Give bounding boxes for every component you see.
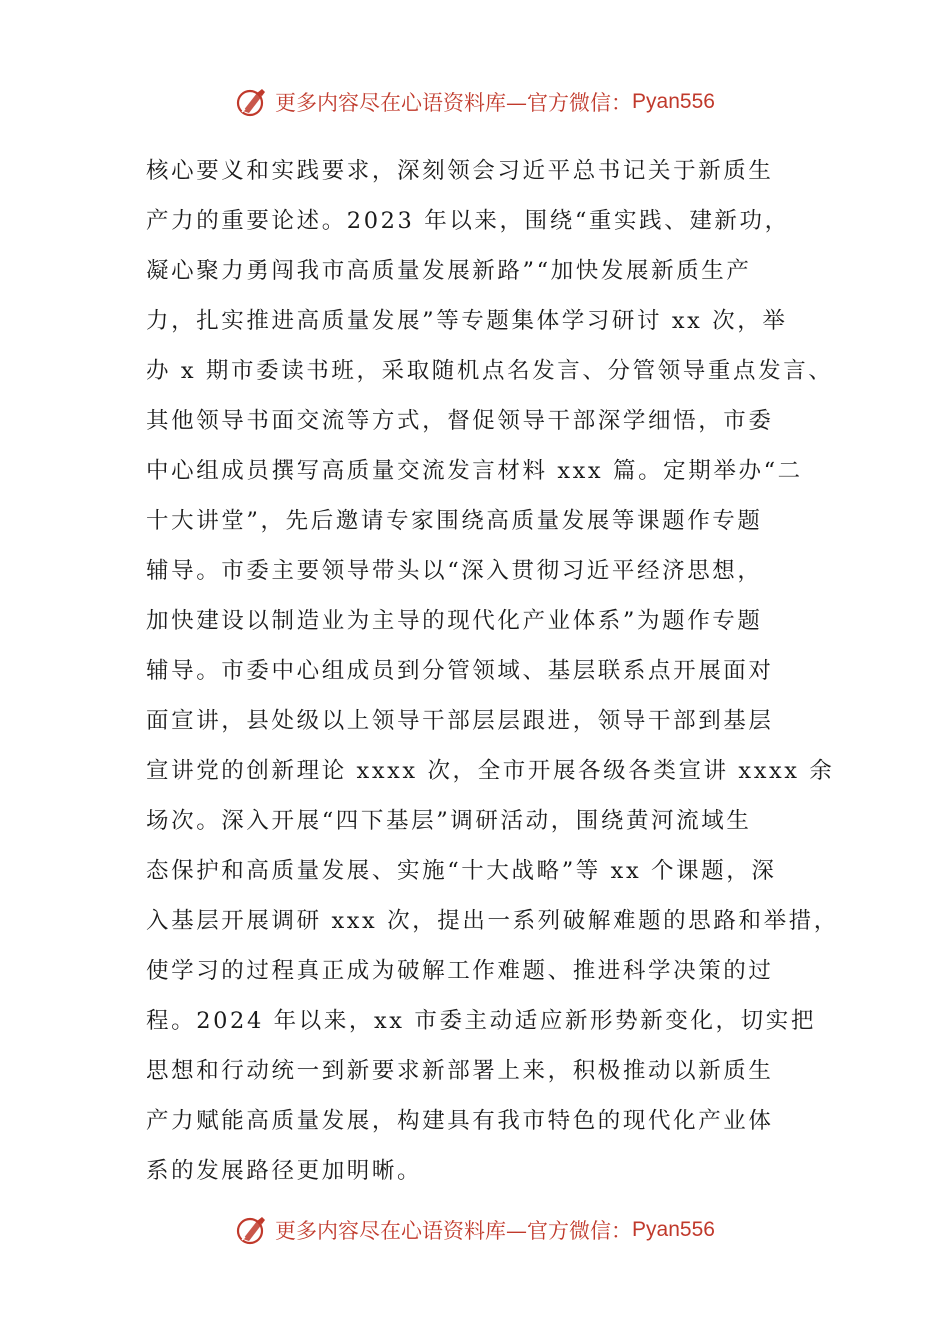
body-line: 系的发展路径更加明晰。 <box>146 1158 423 1184</box>
body-line: 力，扎实推进高质量发展”等专题集体学习研讨 xx 次，举 <box>146 308 788 334</box>
body-line: 面宣讲，县处级以上领导干部层层跟进，领导干部到基层 <box>146 708 774 734</box>
body-line: 宣讲党的创新理论 xxxx 次，全市开展各级各类宣讲 xxxx 余 <box>146 758 835 784</box>
body-line: 产力的重要论述。2023 年以来，围绕“重实践、建新功， <box>146 208 790 234</box>
document-body <box>146 146 839 1196</box>
body-line: 场次。深入开展“四下基层”调研活动，围绕黄河流域生 <box>146 808 752 834</box>
body-line: 入基层开展调研 xxx 次，提出一系列破解难题的思路和举措， <box>146 908 839 934</box>
body-line: 凝心聚力勇闯我市高质量发展新路”“加快发展新质生产 <box>146 258 752 284</box>
body-line: 态保护和高质量发展、实施“十大战略”等 xx 个课题，深 <box>146 858 777 884</box>
footer-banner-text: 更多内容尽在心语资料库—官方微信： <box>275 1219 633 1243</box>
body-line: 程。2024 年以来，xx 市委主动适应新形势新变化，切实把 <box>146 1008 816 1034</box>
footer-watermark-banner <box>0 1210 950 1250</box>
body-line: 思想和行动统一到新要求新部署上来，积极推动以新质生 <box>146 1058 774 1084</box>
body-line: 办 x 期市委读书班，采取随机点名发言、分管领导重点发言、 <box>146 358 834 384</box>
body-line: 核心要义和实践要求，深刻领会习近平总书记关于新质生 <box>146 158 774 184</box>
body-line: 十大讲堂”，先后邀请专家围绕高质量发展等课题作专题 <box>146 508 763 534</box>
header-watermark-banner <box>0 82 950 122</box>
body-line: 辅导。市委中心组成员到分管领域、基层联系点开展面对 <box>146 658 774 684</box>
pen-nib-logo-icon <box>235 1213 269 1247</box>
footer-wechat-handle: Pyan556 <box>632 1218 715 1241</box>
body-line: 使学习的过程真正成为破解工作难题、推进科学决策的过 <box>146 958 774 984</box>
header-banner-text: 更多内容尽在心语资料库—官方微信： <box>275 91 633 115</box>
body-line: 辅导。市委主要领导带头以“深入贯彻习近平经济思想， <box>146 558 763 584</box>
header-wechat-handle: Pyan556 <box>632 90 715 113</box>
body-line: 其他领导书面交流等方式，督促领导干部深学细悟，市委 <box>146 408 774 434</box>
body-line: 产力赋能高质量发展，构建具有我市特色的现代化产业体 <box>146 1108 774 1134</box>
body-line: 加快建设以制造业为主导的现代化产业体系”为题作专题 <box>146 608 763 634</box>
pen-nib-logo-icon <box>235 85 269 119</box>
body-line: 中心组成员撰写高质量交流发言材料 xxx 篇。定期举办“二 <box>146 458 803 484</box>
